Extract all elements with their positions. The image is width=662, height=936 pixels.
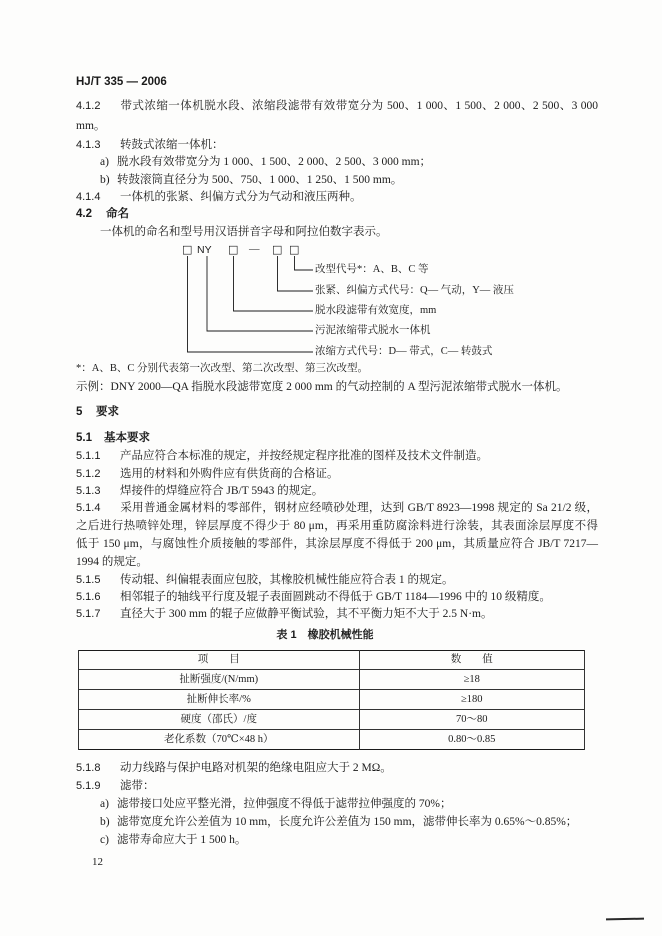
clause-5-1-6 xyxy=(76,590,551,604)
table-row xyxy=(79,710,585,730)
connector-tension xyxy=(278,256,314,291)
clause-text: 直径大于 300 mm 的辊子应做静平衡试验，其不平衡力矩不大于 2.5 N·m。 xyxy=(120,608,493,620)
clause-number: 5.1.1 xyxy=(76,450,101,462)
clause-text: 选用的材料和外购件应有供货商的合格证。 xyxy=(120,468,339,480)
clause-5-1-4-line-1 xyxy=(76,501,598,515)
table-header-cell: 项 目 xyxy=(79,651,360,670)
section-title: 命名 xyxy=(106,208,129,220)
table-header-cell: 数 值 xyxy=(359,651,584,670)
clause-text: 一体机的张紧、纠偏方式分为气动和液压两种。 xyxy=(120,191,362,203)
clause-text: 滤带： xyxy=(120,780,155,792)
list-marker: b) xyxy=(100,174,110,186)
clause-4-1-4 xyxy=(76,190,362,204)
table-1-title: 表 1 橡胶机械性能 xyxy=(276,629,374,641)
section-title: 基本要求 xyxy=(104,432,150,444)
table-row xyxy=(79,670,585,690)
section-title: 要求 xyxy=(96,406,119,418)
clause-text: 动力线路与保护电路对机架的绝缘电阻应大于 2 MΩ。 xyxy=(120,762,392,774)
diagram-label-revision: 改型代号*：A、B、C 等 xyxy=(315,264,429,275)
table-cell: 扯断伸长率/% xyxy=(79,690,360,710)
clause-4-1-2-line-2: mm。 xyxy=(76,120,106,132)
list-marker: a) xyxy=(100,156,109,168)
connector-width xyxy=(234,256,314,311)
table-cell: 70～80 xyxy=(359,710,584,730)
list-marker: c) xyxy=(100,834,109,846)
clause-number: 4.1.3 xyxy=(76,139,101,151)
section-5-heading xyxy=(76,405,119,419)
list-marker: b) xyxy=(100,816,110,828)
list-item xyxy=(100,155,431,169)
code-placeholder-box: □ xyxy=(272,243,283,256)
table-cell: 扯断强度/(N/mm) xyxy=(79,670,360,690)
diagram-label-thickening: 浓缩方式代号：D— 带式，C— 转鼓式 xyxy=(315,346,493,357)
clause-number: 5.1.7 xyxy=(76,608,101,620)
section-4-2-heading xyxy=(76,207,129,221)
table-row xyxy=(79,730,585,750)
clause-number: 4.1.4 xyxy=(76,191,101,203)
clause-5-1-4-line-3: 低于 150 μm，与腐蚀性介质接触的零部件，其涂层厚度不得低于 200 μm，其质量应符合 JB/T 7217— xyxy=(76,538,598,550)
clause-number: 5.1.5 xyxy=(76,574,101,586)
clause-text: 传动辊、纠偏辊表面应包胶，其橡胶机械性能应符合表 1 的规定。 xyxy=(120,574,454,586)
clause-5-1-7 xyxy=(76,607,492,621)
connector-machine xyxy=(207,256,313,331)
naming-intro: 一体机的命名和型号用汉语拼音字母和阿拉伯数字表示。 xyxy=(100,226,388,238)
table-row xyxy=(79,690,585,710)
table-cell: ≥180 xyxy=(359,690,584,710)
scan-artifact-mark xyxy=(606,918,644,921)
section-number: 5.1 xyxy=(76,432,92,444)
table-1 xyxy=(78,650,585,750)
clause-5-1-4-line-2: 之后进行热喷锌处理，锌层厚度不得少于 80 μm，再采用重防腐涂料进行涂装，其表面涂层厚度不得 xyxy=(76,520,598,532)
clause-5-1-3 xyxy=(76,484,323,498)
naming-diagram-connectors xyxy=(180,250,320,360)
clause-5-1-8 xyxy=(76,761,392,775)
clause-5-1-5 xyxy=(76,573,454,587)
clause-number: 5.1.4 xyxy=(76,502,101,514)
clause-number: 5.1.2 xyxy=(76,468,101,480)
list-item xyxy=(100,797,451,811)
list-item xyxy=(100,173,402,187)
table-cell: ≥18 xyxy=(359,670,584,690)
clause-text: 转鼓式浓缩一体机： xyxy=(120,139,224,151)
clause-text: 带式浓缩一体机脱水段、浓缩段滤带有效带宽分为 500、1 000、1 500、2 000、2 500、3 000 xyxy=(120,100,598,112)
clause-number: 4.1.2 xyxy=(76,100,101,112)
document-code-header: HJ/T 335 — 2006 xyxy=(76,76,167,88)
page-number: 12 xyxy=(92,856,103,868)
footnote: *：A、B、C 分别代表第一次改型、第二次改型、第三次改型。 xyxy=(76,363,368,374)
code-dash: — xyxy=(249,244,260,255)
connector-revision xyxy=(295,256,314,270)
clause-text: 产品应符合本标准的规定，并按经规定程序批准的图样及技术文件制造。 xyxy=(120,450,488,462)
table-cell: 硬度（邵氏）/度 xyxy=(79,710,360,730)
clause-number: 5.1.6 xyxy=(76,591,101,603)
list-item-text: 转鼓滚筒直径分为 500、750、1 000、1 250、1 500 mm。 xyxy=(117,174,403,186)
list-item-text: 滤带寿命应大于 1 500 h。 xyxy=(117,834,247,846)
clause-number: 5.1.9 xyxy=(76,780,101,792)
clause-5-1-9 xyxy=(76,779,155,793)
clause-text: 采用普通金属材料的零部件，钢材应经喷砂处理，达到 GB/T 8923—1998 规定的 Sa 21/2 级， xyxy=(120,502,598,514)
example: 示例：DNY 2000—QA 指脱水段滤带宽度 2 000 mm 的气动控制的 A 型污泥浓缩带式脱水一体机。 xyxy=(76,381,568,393)
clause-5-1-4-line-4: 1994 的规定。 xyxy=(76,556,148,568)
code-placeholder-box: □ xyxy=(182,243,193,256)
list-item-text: 脱水段有效带宽分为 1 000、1 500、2 000、2 500、3 000 mm； xyxy=(117,156,432,168)
section-number: 4.2 xyxy=(76,208,92,220)
section-5-1-heading xyxy=(76,431,150,445)
list-item xyxy=(100,833,246,847)
code-placeholder-box: □ xyxy=(289,243,300,256)
list-marker: a) xyxy=(100,798,109,810)
diagram-label-width: 脱水段滤带有效宽度，mm xyxy=(315,305,437,316)
clause-text: 相邻辊子的轴线平行度及辊子表面圆跳动不得低于 GB/T 1184—1996 中的 10 级精度。 xyxy=(120,591,551,603)
section-number: 5 xyxy=(76,406,83,418)
clause-5-1-1 xyxy=(76,449,488,463)
list-item xyxy=(100,815,577,829)
code-placeholder-box: □ xyxy=(228,243,239,256)
clause-text: 焊接件的焊缝应符合 JB/T 5943 的规定。 xyxy=(120,485,324,497)
code-letters: NY xyxy=(197,244,212,256)
table-cell: 0.80～0.85 xyxy=(359,730,584,750)
clause-4-1-2-line-1 xyxy=(76,99,598,113)
list-item-text: 滤带接口处应平整光滑，拉伸强度不得低于滤带拉伸强度的 70%； xyxy=(117,798,452,810)
clause-4-1-3 xyxy=(76,138,224,152)
table-header-row xyxy=(79,651,585,670)
clause-5-1-2 xyxy=(76,467,339,481)
diagram-label-machine: 污泥浓缩带式脱水一体机 xyxy=(315,325,431,336)
clause-number: 5.1.3 xyxy=(76,485,101,497)
clause-number: 5.1.8 xyxy=(76,762,101,774)
list-item-text: 滤带宽度允许公差值为 10 mm，长度允许公差值为 150 mm，滤带伸长率为 0.65%～0.85%； xyxy=(117,816,578,828)
diagram-label-tension: 张紧、纠偏方式代号：Q— 气动，Y— 液压 xyxy=(315,285,514,296)
table-cell: 老化系数（70℃×48 h） xyxy=(79,730,360,750)
